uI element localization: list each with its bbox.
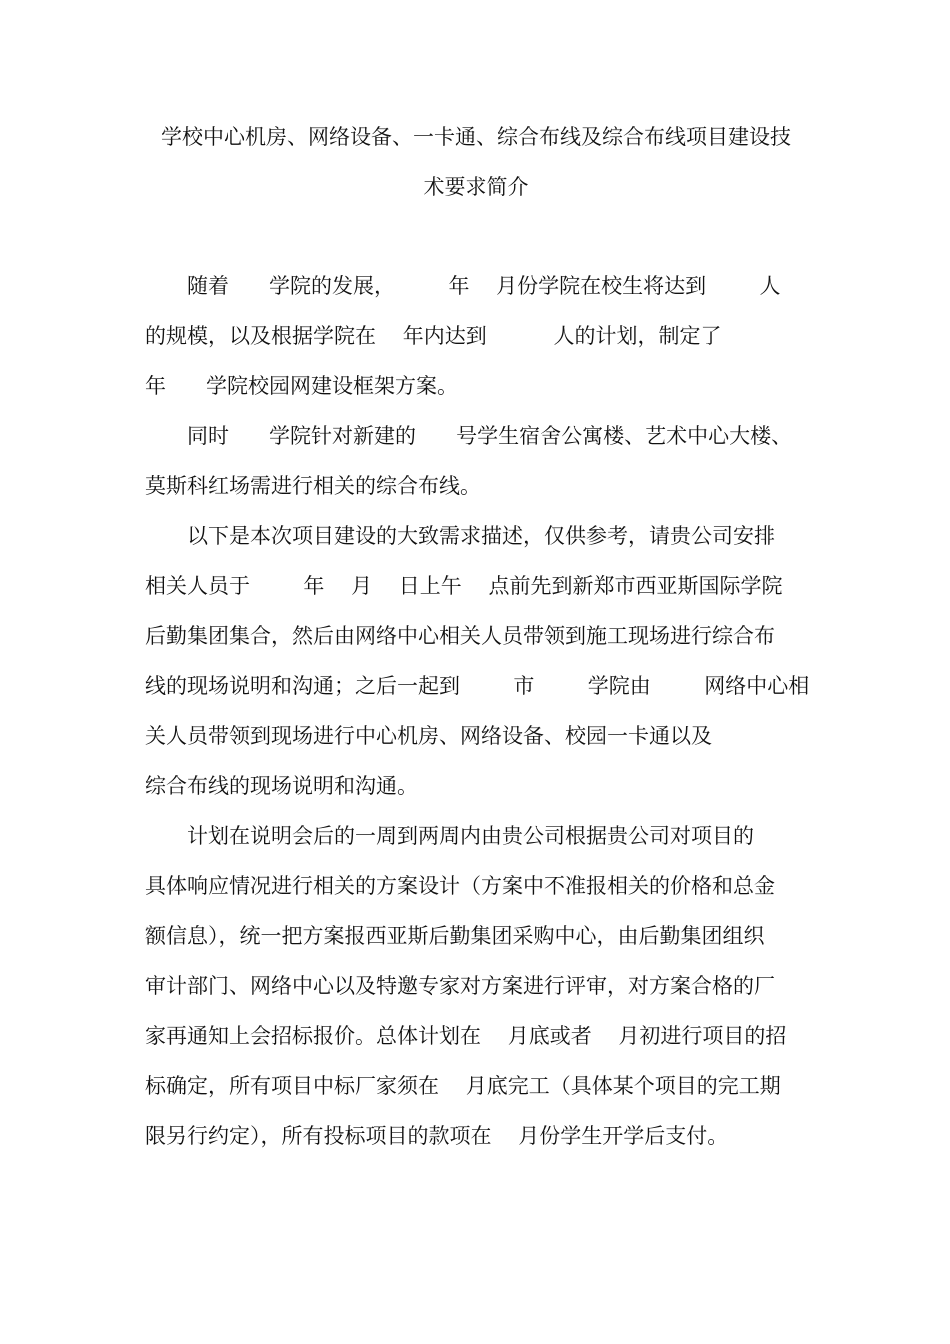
document-title-line-1: 学校中心机房、网络设备、一卡通、综合布线及综合布线项目建设技 [161, 125, 791, 149]
paragraph-2-line-1: 同时 学院针对新建的 号学生宿舍公寓楼、艺术中心大楼、 [187, 424, 793, 448]
paragraph-3-line-2: 相关人员于 年 月 日上午 点前先到新郑市西亚斯国际学院 [145, 574, 783, 598]
paragraph-2-line-2: 莫斯科红场需进行相关的综合布线。 [145, 474, 481, 498]
paragraph-4-line-1: 计划在说明会后的一周到两周内由贵公司根据贵公司对项目的 [187, 824, 754, 848]
paragraph-4-line-7: 限另行约定），所有投标项目的款项在 月份学生开学后支付。 [145, 1124, 729, 1148]
paragraph-4-line-3: 额信息），统一把方案报西亚斯后勤集团采购中心，由后勤集团组织 [145, 924, 765, 948]
paragraph-3-line-5: 关人员带领到现场进行中心机房、网络设备、校园一卡通以及 [145, 724, 712, 748]
paragraph-3-line-4: 线的现场说明和沟通；之后一起到 市 学院由 网络中心相 [145, 674, 810, 698]
paragraph-4-line-2: 具体响应情况进行相关的方案设计（方案中不准报相关的价格和总金 [145, 874, 775, 898]
paragraph-1-line-3: 年 学院校园网建设框架方案。 [145, 374, 459, 398]
paragraph-1-line-1: 随着 学院的发展， 年 月份学院在校生将达到 人 [187, 274, 781, 298]
paragraph-4-line-6: 标确定，所有项目中标厂家须在 月底完工（具体某个项目的完工期 [145, 1074, 781, 1098]
paragraph-4-line-5: 家再通知上会招标报价。总体计划在 月底或者 月初进行项目的招 [145, 1024, 787, 1048]
paragraph-3-line-1: 以下是本次项目建设的大致需求描述，仅供参考，请贵公司安排 [187, 524, 775, 548]
paragraph-4-line-4: 审计部门、网络中心以及特邀专家对方案进行评审，对方案合格的厂 [145, 974, 775, 998]
paragraph-1-line-2: 的规模，以及根据学院在 年内达到 人的计划，制定了 [145, 324, 722, 348]
document-title-line-2: 术要求简介 [423, 175, 529, 199]
paragraph-3-line-6: 综合布线的现场说明和沟通。 [145, 774, 418, 798]
paragraph-3-line-3: 后勤集团集合，然后由网络中心相关人员带领到施工现场进行综合布 [145, 624, 775, 648]
